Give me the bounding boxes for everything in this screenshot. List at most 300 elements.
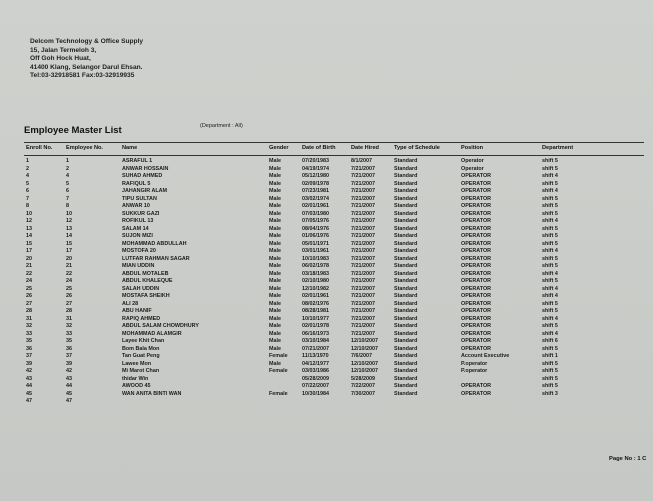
table-cell: Female [269,390,288,397]
table-cell: 01/06/1976 [302,233,329,239]
table-cell: 07/22/2007 [302,383,329,389]
table-cell: OPERATOR [461,383,492,389]
table-cell: 7/21/2007 [351,293,375,299]
table-row [0,203,653,211]
col-date-hired: Date Hired [351,145,379,151]
table-cell: Male [269,210,281,217]
table-row [0,331,653,339]
table-row [0,233,653,241]
table-cell: 31 [66,315,72,322]
table-cell: 32 [66,323,72,329]
table-cell: 7/30/2007 [351,390,375,397]
table-cell: 12/10/2007 [351,368,378,374]
table-cell: Standard [394,240,418,247]
table-cell: OPERATOR [461,248,492,254]
table-cell: 07/21/2007 [302,345,329,352]
table-cell: 7/21/2007 [351,188,375,194]
table-cell: ABU HANIF [122,308,152,314]
table-cell: 07/20/1983 [302,158,329,164]
table-cell: 7/21/2007 [351,233,375,239]
table-cell: 1 [66,158,69,164]
table-cell: shift 4 [542,315,558,322]
table-cell: 7/22/2007 [351,383,375,389]
table-row [0,278,653,286]
table-cell: 42 [26,368,32,374]
table-cell: 2 [66,165,69,172]
table-cell: 02/10/1980 [302,278,329,284]
table-row [0,226,653,234]
table-cell: 06/16/1973 [302,330,329,337]
table-cell: OPERATOR [461,173,492,179]
table-cell: Male [269,278,281,284]
table-row [0,308,653,316]
table-cell: Male [269,248,281,254]
table-cell: 08/02/1976 [302,300,329,307]
table-cell: Male [269,218,281,224]
table-cell: 2 [26,165,29,172]
table-cell: shift 4 [542,285,558,292]
table-cell: 10 [26,210,32,217]
table-cell: Male [269,158,281,164]
table-cell: 27 [66,300,72,307]
col-gender: Gender [269,145,289,151]
table-row [0,391,653,399]
table-cell: ANWAR 10 [122,203,150,209]
table-row [0,256,653,264]
table-cell: 47 [66,398,72,404]
table-cell: OPERATOR [461,218,492,224]
table-cell: shift 5 [542,240,558,247]
table-cell: Mi Marot Chan [122,368,160,374]
table-cell: Standard [394,173,418,179]
table-cell: 7/21/2007 [351,248,375,254]
table-cell: Male [269,180,281,187]
table-cell: Standard [394,255,418,262]
table-cell: shift 4 [542,173,558,179]
table-cell: Standard [394,210,418,217]
table-cell: Standard [394,390,418,397]
table-cell: 10/10/1977 [302,315,329,322]
table-cell: 10/10/1983 [302,255,329,262]
table-cell: 39 [66,360,72,367]
table-cell: MOHAMMAD ALAMGIR [122,330,182,337]
table-cell: ABDUL SALAM CHOWDHURY [122,323,199,329]
table-cell: 14 [66,233,72,239]
table-cell: 44 [66,383,72,389]
table-row [0,353,653,361]
table-cell: 14 [26,233,32,239]
table-cell: 35 [26,338,32,344]
table-row [0,323,653,331]
table-cell: 42 [66,368,72,374]
table-cell: 6 [66,188,69,194]
table-cell: 11/13/1970 [302,353,329,359]
col-employee-no: Employee No. [66,145,103,151]
table-cell: 04/19/1974 [302,165,329,172]
table-cell: OPERATOR [461,188,492,194]
table-cell: 04/12/1977 [302,360,329,367]
table-cell: 7/21/2007 [351,263,375,269]
table-cell: 15 [66,240,72,247]
table-cell: OPERATOR [461,210,492,217]
table-cell: Standard [394,323,418,329]
table-cell: thidar Win [122,375,149,382]
table-cell: 05/12/1980 [302,173,329,179]
table-cell: Male [269,240,281,247]
table-cell: 35 [66,338,72,344]
table-cell: 1 [26,158,29,164]
table-cell: Standard [394,218,418,224]
table-cell: shift 5 [542,383,558,389]
table-cell: shift 1 [542,353,558,359]
table-cell: 20 [66,255,72,262]
table-cell: 37 [66,353,72,359]
table-cell: Female [269,368,288,374]
table-cell: shift 5 [542,345,558,352]
table-row [0,286,653,294]
table-cell: 6 [26,188,29,194]
table-row [0,173,653,181]
table-cell: shift 5 [542,165,558,172]
table-cell: 25 [26,285,32,292]
table-cell: 26 [66,293,72,299]
table-cell: JAHANGIR ALAM [122,188,168,194]
table-cell: Lawee Mon [122,360,152,367]
table-cell: shift 5 [542,375,558,382]
table-cell: Male [269,330,281,337]
table-cell: 36 [66,345,72,352]
table-cell: 15 [26,240,32,247]
table-cell: Standard [394,375,418,382]
table-cell: Male [269,173,281,179]
table-cell: OPERATOR [461,308,492,314]
table-cell: shift 5 [542,278,558,284]
table-cell: 7/21/2007 [351,173,375,179]
table-cell: Standard [394,188,418,194]
table-cell: MOSTAFA SHEIKH [122,293,170,299]
table-cell: SALAH UDDIN [122,285,160,292]
table-cell: 7/21/2007 [351,203,375,209]
table-cell: Female [269,353,288,359]
table-cell: Standard [394,315,418,322]
company-address-3: 41400 Klang, Selangor Darul Ehsan. [30,63,143,71]
table-cell: 10 [66,210,72,217]
table-cell: Male [269,308,281,314]
table-cell: 05/28/2009 [302,375,329,382]
table-row [0,158,653,166]
table-cell: OPERATOR [461,203,492,209]
table-row [0,166,653,174]
table-cell: 7/21/2007 [351,270,375,277]
table-cell: 12/10/2007 [351,338,378,344]
table-cell: Male [269,338,281,344]
table-cell: SUHAD AHMED [122,173,163,179]
table-cell: 12 [66,218,72,224]
table-cell: 12/10/2007 [351,360,378,367]
table-cell: 5 [26,180,29,187]
table-cell: shift 5 [542,195,558,202]
table-cell: Male [269,323,281,329]
table-cell: 28 [26,308,32,314]
col-name: Name [122,145,138,151]
table-cell: Male [269,293,281,299]
table-cell: 08/04/1976 [302,225,329,232]
table-cell: shift 5 [542,308,558,314]
table-cell: 8/1/2007 [351,158,372,164]
table-cell: 33 [26,330,32,337]
table-cell: MOSTOFA 20 [122,248,156,254]
table-header [0,145,653,153]
table-cell: OPERATOR [461,263,492,269]
table-cell: 17 [66,248,72,254]
table-cell: P.operator [461,360,488,367]
table-row [0,196,653,204]
table-cell: Standard [394,368,418,374]
table-row [0,263,653,271]
table-cell: 03/01/1961 [302,248,329,254]
table-cell: 7/21/2007 [351,308,375,314]
company-header [30,38,143,81]
table-cell: 7/21/2007 [351,180,375,187]
table-cell: Male [269,225,281,232]
table-cell: Male [269,195,281,202]
table-cell: 21 [66,263,72,269]
table-cell: ABDUL MOTALEB [122,270,169,277]
table-cell: 12/10/2007 [351,345,378,352]
table-cell: TIPU SULTAN [122,195,157,202]
table-cell: 7/21/2007 [351,300,375,307]
table-row [0,338,653,346]
table-row [0,181,653,189]
table-cell: Standard [394,263,418,269]
table-cell: shift 5 [542,180,558,187]
table-cell: RAPIQ AHMED [122,315,161,322]
table-cell: Standard [394,360,418,367]
table-cell: 7/21/2007 [351,315,375,322]
table-cell: 5/28/2009 [351,375,375,382]
table-cell: 13 [26,225,32,232]
table-cell: Standard [394,285,418,292]
table-cell: Standard [394,300,418,307]
table-cell: Standard [394,180,418,187]
table-cell: Male [269,270,281,277]
table-cell: 12/10/1982 [302,285,329,292]
company-address-1: 15, Jalan Termeloh 3, [30,46,97,54]
table-cell: Standard [394,225,418,232]
table-cell: shift 6 [542,338,558,344]
table-cell: ANWAR HOSSAIN [122,165,169,172]
table-cell: 32 [26,323,32,329]
table-cell: 21 [26,263,32,269]
col-date-of-birth: Date of Birth [302,145,336,151]
table-cell: 08/28/1981 [302,308,329,314]
table-cell: 25 [66,285,72,292]
table-cell: shift 4 [542,218,558,224]
table-cell: 03/18/1983 [302,270,329,277]
table-cell: Male [269,300,281,307]
table-cell: 10/30/1984 [302,390,329,397]
table-cell: 02/01/1961 [302,203,329,209]
table-cell: shift 4 [542,330,558,337]
table-cell: shift 3 [542,390,558,397]
table-cell: 45 [26,390,32,397]
table-cell: 17 [26,248,32,254]
table-cell: 7/21/2007 [351,323,375,329]
table-cell: 43 [26,375,32,382]
table-cell: 02/01/1961 [302,293,329,299]
table-cell: 31 [26,315,32,322]
table-cell: MIAN UDDIN [122,263,155,269]
table-cell: OPERATOR [461,270,492,277]
table-cell: Layee Khit Chan [122,338,165,344]
table-cell: 7/21/2007 [351,165,375,172]
table-row [0,346,653,354]
table-cell: shift 5 [542,360,558,367]
table-cell: 27 [26,300,32,307]
table-cell: OPERATOR [461,330,492,337]
table-cell: 7/6/2007 [351,353,372,359]
table-cell: Standard [394,345,418,352]
table-cell: Standard [394,278,418,284]
table-cell: Male [269,315,281,322]
table-cell: shift 5 [542,203,558,209]
table-cell: shift 5 [542,368,558,374]
table-row [0,383,653,391]
table-cell: shift 4 [542,248,558,254]
table-cell: 7/21/2007 [351,218,375,224]
table-cell: OPERATOR [461,233,492,239]
page-number: Page No : 1 C [609,456,647,462]
table-cell: 5 [66,180,69,187]
table-cell: WAN ANITA BINTI WAN [122,390,182,397]
table-cell: 7 [66,195,69,202]
department-filter: (Department : All) [200,123,243,129]
table-cell: 33 [66,330,72,337]
table-cell: OPERATOR [461,323,492,329]
table-cell: OPERATOR [461,345,492,352]
employee-table-body [0,158,653,406]
table-cell: Standard [394,165,418,172]
table-cell: 7/21/2007 [351,330,375,337]
table-cell: ABDUL KHALEQUE [122,278,173,284]
table-cell: Standard [394,353,418,359]
table-cell: 24 [66,278,72,284]
table-cell: OPERATOR [461,255,492,262]
table-cell: OPERATOR [461,285,492,292]
table-cell: OPERATOR [461,293,492,299]
table-cell: Standard [394,270,418,277]
table-cell: OPERATOR [461,315,492,322]
table-cell: 28 [66,308,72,314]
table-row [0,301,653,309]
table-cell: Male [269,233,281,239]
table-cell: 26 [26,293,32,299]
table-cell: OPERATOR [461,390,492,397]
table-cell: 7/21/2007 [351,240,375,247]
table-cell: Bom Bala Mon [122,345,160,352]
table-cell: Standard [394,158,418,164]
table-cell: LUTFAR RAHMAN SAGAR [122,255,190,262]
col-type-of-schedule: Type of Schedule [394,145,440,151]
table-row [0,218,653,226]
table-cell: 12 [26,218,32,224]
table-row [0,316,653,324]
table-cell: Male [269,165,281,172]
table-cell: OPERATOR [461,195,492,202]
table-cell: ASRAFUL 1 [122,158,153,164]
table-cell: 02/01/1978 [302,323,329,329]
table-cell: Standard [394,338,418,344]
header-top-rule [24,142,644,143]
table-cell: shift 5 [542,255,558,262]
table-cell: 7/21/2007 [351,278,375,284]
table-cell: 7/21/2007 [351,285,375,292]
table-cell: 07/03/1980 [302,210,329,217]
table-cell: 06/02/1978 [302,263,329,269]
table-cell: shift 5 [542,300,558,307]
table-row [0,368,653,376]
company-name: Delcom Technology & Office Supply [30,38,144,45]
col-position: Position [461,145,484,151]
table-cell: OPERATOR [461,300,492,307]
table-cell: 22 [26,270,32,277]
table-cell: 45 [66,390,72,397]
company-contact: Tel:03-32918581 Fax:03-32919935 [30,72,135,80]
table-cell: ROFIKUL 13 [122,218,154,224]
table-row [0,241,653,249]
table-cell: Standard [394,330,418,337]
table-cell: 7/21/2007 [351,195,375,202]
table-cell: 47 [26,398,32,404]
table-cell: Male [269,255,281,262]
table-cell: Male [269,263,281,269]
table-cell: 05/01/1971 [302,240,329,247]
table-cell: Standard [394,233,418,239]
table-cell: 03/02/1974 [302,195,329,202]
table-cell: Standard [394,248,418,254]
table-cell: 02/09/1978 [302,180,329,187]
table-row [0,376,653,384]
table-cell: Male [269,345,281,352]
table-cell: Account Executive [461,353,510,359]
table-cell: OPERATOR [461,278,492,284]
col-department: Department [542,145,574,151]
table-cell: 07/23/1981 [302,188,329,194]
table-cell: shift 4 [542,293,558,299]
table-row [0,271,653,279]
table-cell: P.operator [461,368,488,374]
table-cell: Operator [461,165,484,172]
table-cell: SUKKUR GAZI [122,210,160,217]
table-cell: 43 [66,375,72,382]
table-cell: 37 [26,353,32,359]
table-cell: shift 4 [542,188,558,194]
report-title: Employee Master List [24,125,122,136]
table-cell: 20 [26,255,32,262]
table-row [0,361,653,369]
table-cell: shift 5 [542,225,558,232]
table-cell: Standard [394,293,418,299]
table-cell: 22 [66,270,72,277]
table-cell: Male [269,188,281,194]
table-cell: ALI 28 [122,300,139,307]
table-cell: RAFIQUL 5 [122,180,151,187]
table-cell: shift 4 [542,270,558,277]
table-cell: 7/21/2007 [351,210,375,217]
table-cell: Male [269,360,281,367]
table-cell: 7/21/2007 [351,225,375,232]
table-cell: 8 [66,203,69,209]
